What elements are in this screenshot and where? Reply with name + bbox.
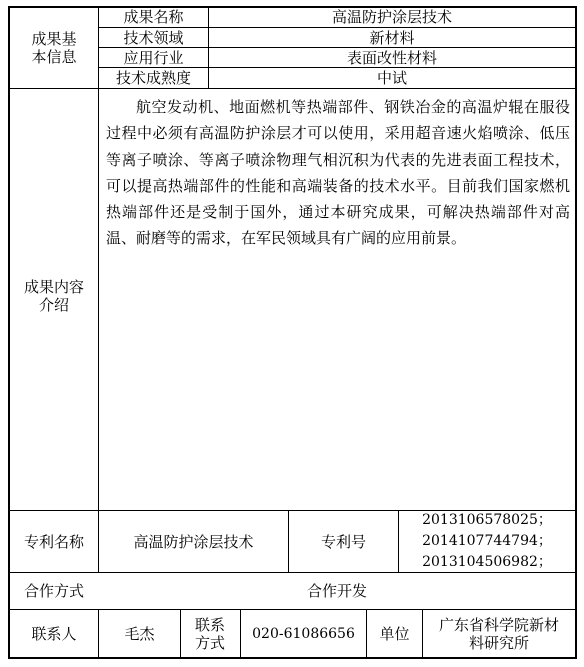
patent-number: 2013104506982； [422,554,552,570]
value-patent-name: 高温防护涂层技术 [133,532,254,551]
label-maturity: 技术成熟度 [115,69,191,87]
value-maturity: 中试 [376,69,407,87]
value-cooperation: 合作开发 [306,582,367,600]
label-contact-method: 联系方式 [194,615,225,652]
grid-line [98,6,99,572]
value-unit: 广东省科学院新材料研究所 [438,615,559,652]
content-text: 航空发动机、地面燃机等热端部件、钢铁冶金的高温炉辊在服役过程中必须有高温防护涂层才可以使用，采用超音速火焰喷涂、低压等离子喷涂、等离子喷涂物理气相沉积为代表的先进表面工程技术，可以提高热端部件的性能和高端装备的技术水平。目前我们国家燃机热端部件还是受制于国外，通过本研究成果，可解决热端部件对高温、耐磨等的需求，在军民领域具有广阔的应用前景。 [106,98,570,248]
grid-line [8,88,576,89]
grid-line [422,609,423,658]
table-border-bottom [8,657,576,659]
basic-info-header: 成果基本信息 [31,30,77,66]
label-cooperation: 合作方式 [23,582,84,600]
value-industry: 表面改性材料 [346,48,437,67]
label-contact-person: 联系人 [31,624,77,643]
label-patent-name: 专利名称 [23,532,84,551]
value-contact-person: 毛杰 [124,624,155,643]
patent-number: 2013106578025； [422,512,552,528]
content-header: 成果内容介绍 [23,278,84,314]
label-tech-field: 技术领域 [123,28,184,47]
label-achievement-name: 成果名称 [123,8,184,26]
value-tech-field: 新材料 [369,28,415,47]
value-contact-phone: 020-61086656 [252,625,355,642]
patent-number-list [399,511,575,572]
table-border-right [575,6,577,659]
label-patent-number: 专利号 [320,532,366,551]
label-industry: 应用行业 [123,48,184,67]
patent-number: 2014107744794； [422,533,552,549]
grid-line [180,609,181,658]
label-unit: 单位 [379,624,410,643]
value-achievement-name: 高温防护涂层技术 [331,8,452,26]
